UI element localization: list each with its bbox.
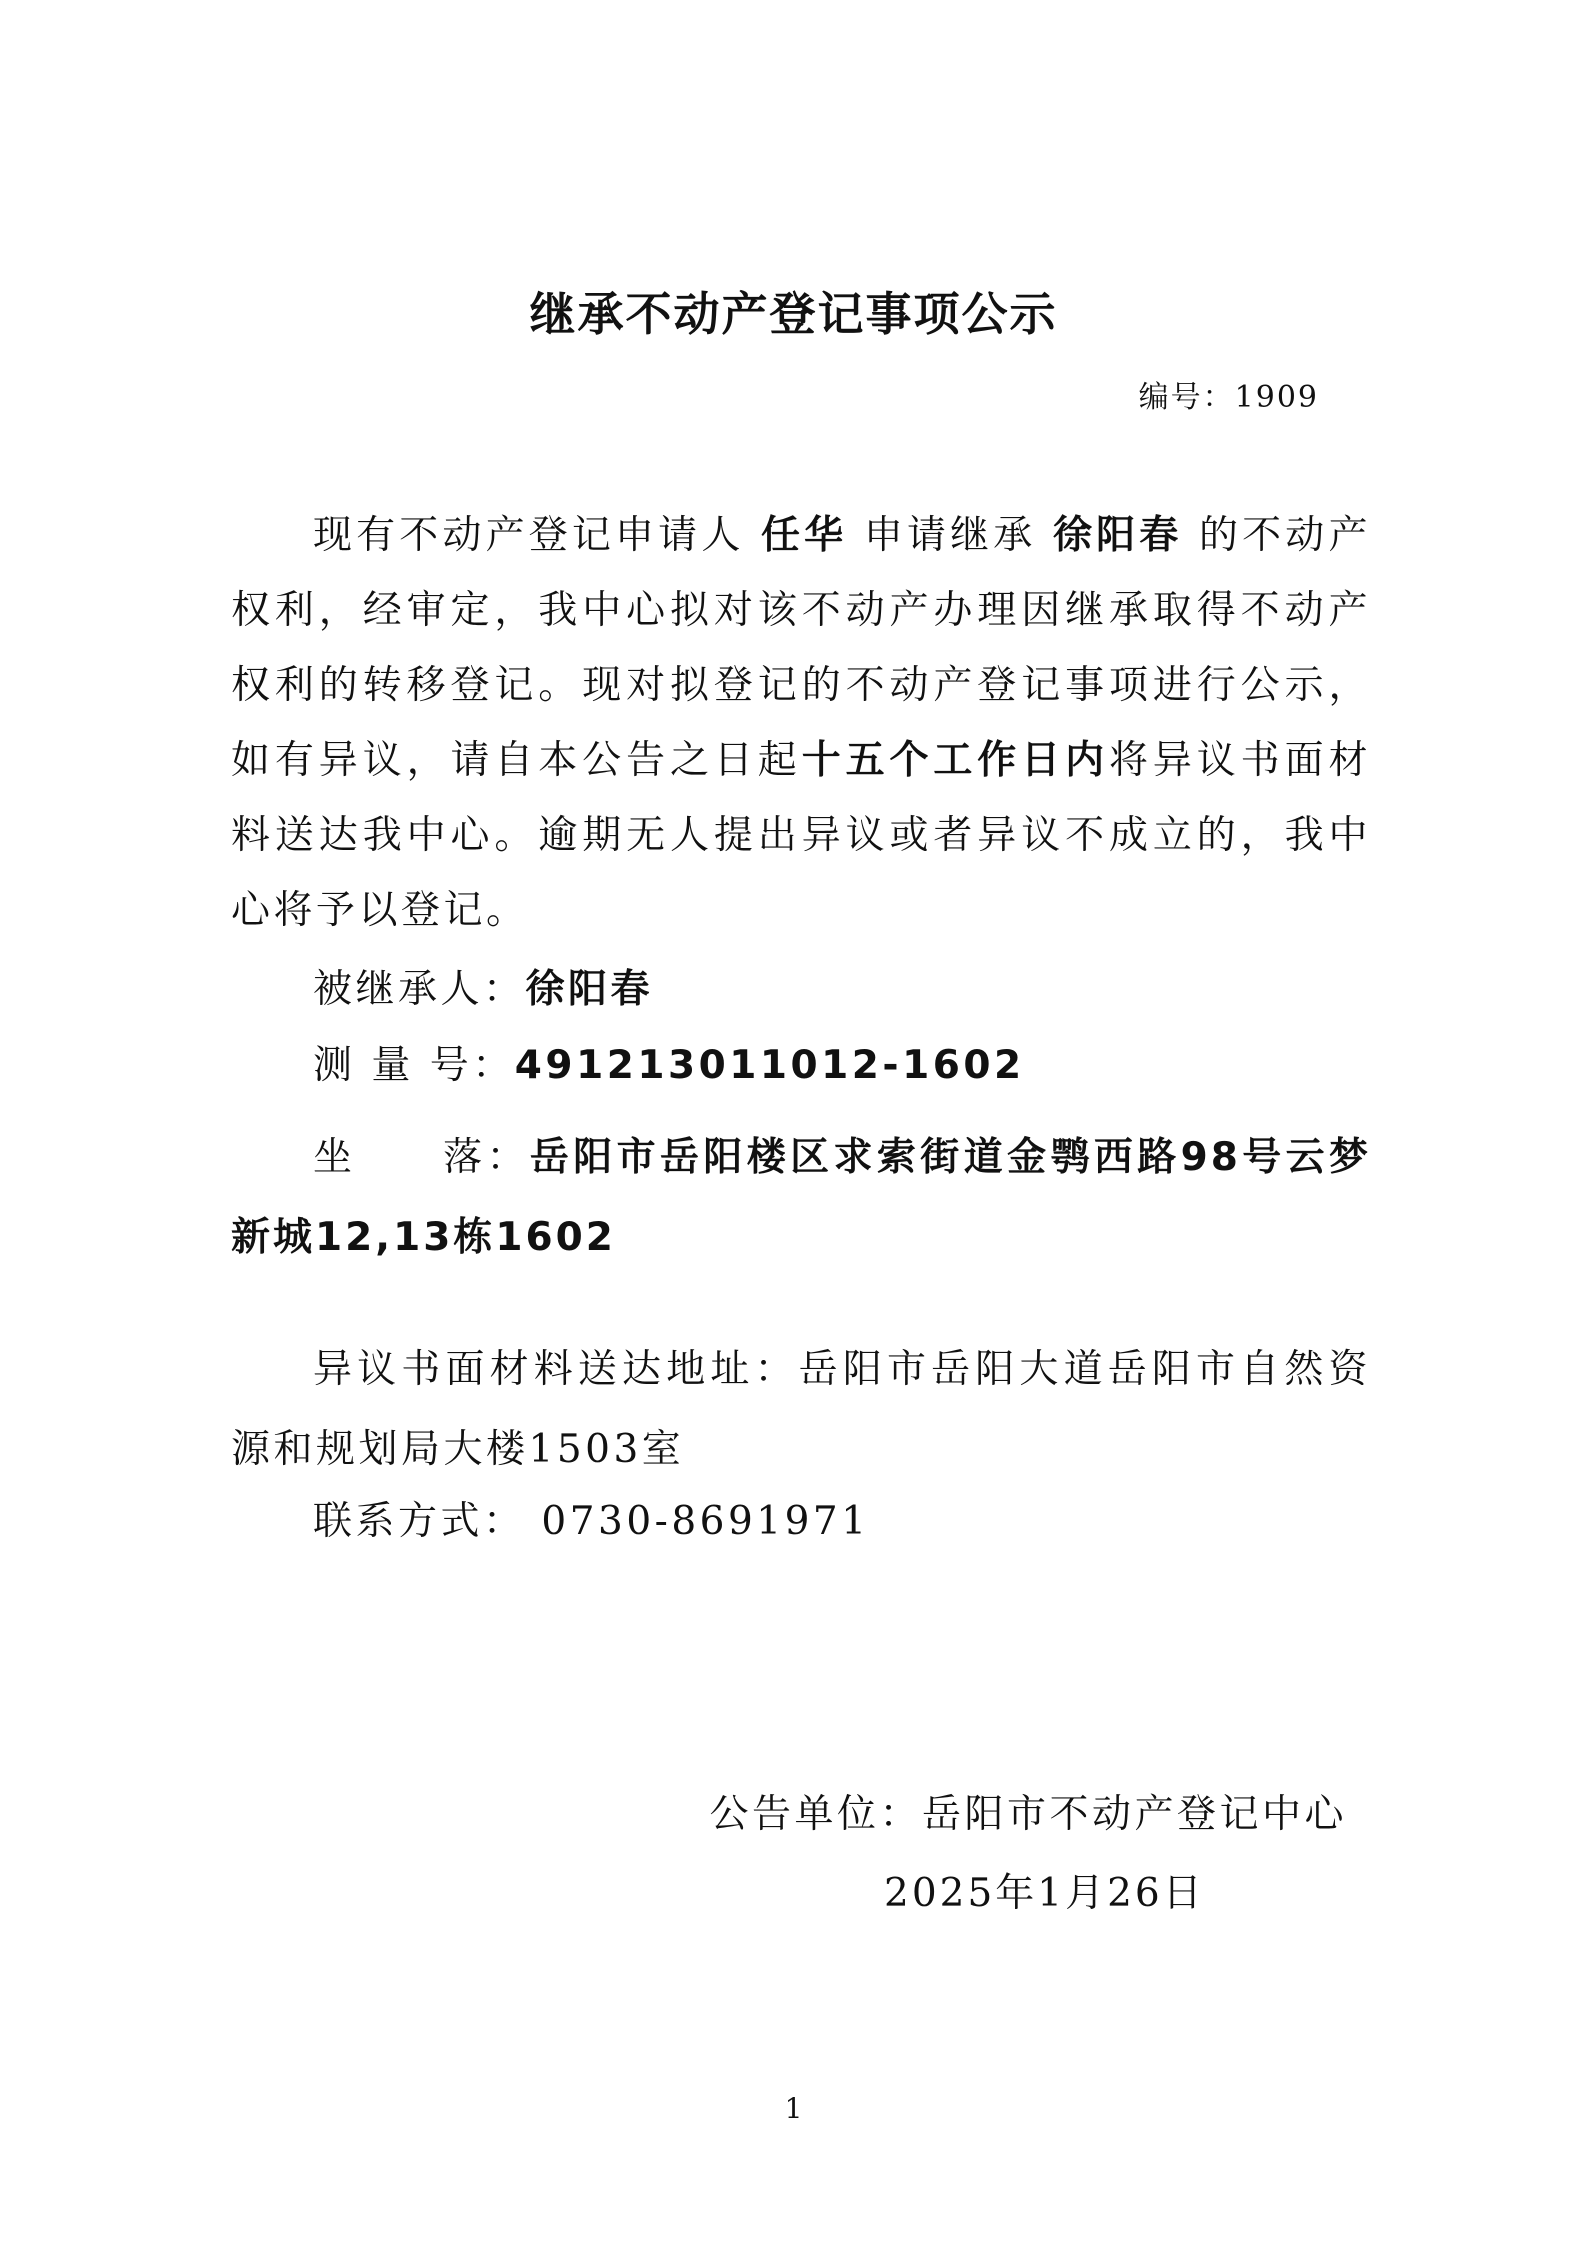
notice-paragraph — [231, 498, 1371, 948]
objection-address — [231, 1330, 1371, 1490]
deadline-text: 十五个工作日内 — [801, 738, 1109, 783]
document-title: 继承不动产登记事项公示 — [529, 287, 1058, 341]
document-number-value: 1909 — [1234, 380, 1319, 415]
location-field — [231, 1118, 1371, 1278]
paragraph-text-2: 申请继承 — [863, 513, 1037, 558]
decedent-field — [313, 958, 653, 1014]
contact-field — [313, 1490, 870, 1546]
survey-number-label: 测 量 号： — [313, 1043, 515, 1088]
issuer-label: 公告单位： — [709, 1792, 922, 1837]
paragraph-text-1: 现有不动产登记申请人 — [313, 513, 745, 558]
location-value: 岳阳市岳阳楼区求索街道金鹗西路98号云梦新城12,13栋1602 — [231, 1135, 1371, 1260]
survey-number-value: 491213011012-1602 — [514, 1043, 1025, 1088]
contact-phone: 0730-8691971 — [541, 1499, 870, 1544]
document-number — [1139, 372, 1319, 416]
applicant-name: 任华 — [761, 513, 848, 558]
location-label: 坐 落： — [313, 1135, 530, 1180]
document-number-label: 编号： — [1138, 380, 1235, 415]
decedent-field-label: 被继承人： — [313, 967, 526, 1012]
issue-date: 2025年1月26日 — [884, 1871, 1205, 1916]
decedent-field-value: 徐阳春 — [525, 967, 654, 1012]
decedent-name: 徐阳春 — [1053, 513, 1183, 558]
objection-address-value: 岳阳市岳阳大道岳阳市自然资源和规划局大楼1503室 — [231, 1347, 1371, 1472]
objection-address-label: 异议书面材料送达地址： — [313, 1347, 799, 1392]
page-number: 1 — [784, 2092, 803, 2125]
contact-label: 联系方式： — [313, 1499, 526, 1544]
paragraph-text-4: 将异议书面材料送达我中心。逾期无人提出异议或者异议不成立的，我中心将予以登记。 — [231, 738, 1371, 933]
issuer — [709, 1783, 1347, 1839]
issuer-name: 岳阳市不动产登记中心 — [921, 1792, 1347, 1837]
paragraph-text-3: 的不动产权利，经审定，我中心拟对该不动产办理因继承取得不动产权利的转移登记。现对拟登记的不动产登记事项进行公示，如有异议，请自本公告之日起 — [231, 513, 1371, 783]
survey-number-field — [313, 1034, 1025, 1090]
